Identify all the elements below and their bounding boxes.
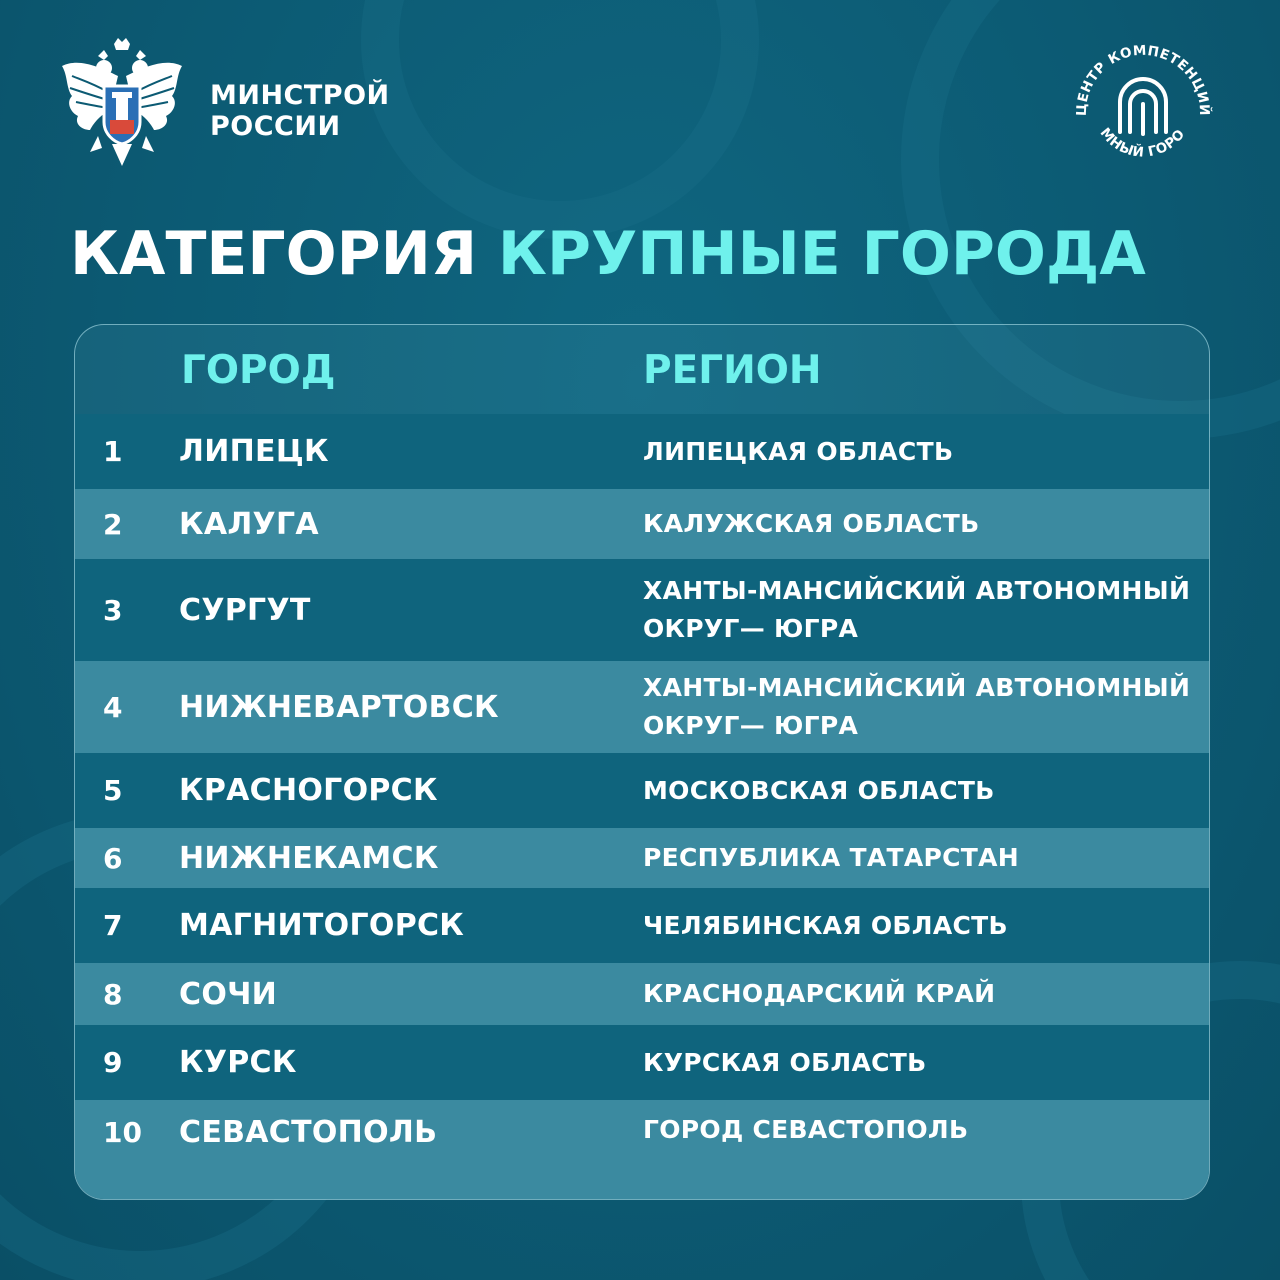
header-city: ГОРОД: [181, 348, 336, 393]
row-number: 3: [103, 593, 123, 627]
row-city: ЛИПЕЦК: [179, 434, 329, 469]
logo-arc-bottom-text: МНЫЙ ГОРО: [1096, 124, 1189, 161]
row-region: [643, 661, 1203, 753]
table-row: [75, 753, 1210, 828]
row-city: КУРСК: [179, 1045, 297, 1080]
row-number: 4: [103, 690, 123, 724]
page-title: [70, 214, 1146, 294]
row-region: РЕСПУБЛИКА ТАТАРСТАН: [643, 843, 1019, 872]
row-city: НИЖНЕВАРТОВСК: [179, 689, 499, 725]
ministry-name: [210, 80, 390, 142]
row-region-line2: ОКРУГ— ЮГРА: [643, 711, 859, 740]
row-number: 10: [103, 1115, 142, 1149]
row-city: СУРГУТ: [179, 592, 311, 628]
row-number: 5: [103, 774, 123, 807]
row-city: НИЖНЕКАМСК: [179, 840, 439, 876]
row-region: ГОРОД СЕВАСТОПОЛЬ: [643, 1115, 969, 1144]
cities-table: [74, 324, 1210, 1200]
fingerprint-icon: [1120, 79, 1166, 134]
table-header: [75, 325, 1209, 414]
table-row: [75, 414, 1210, 489]
ministry-name-line2: РОССИИ: [210, 111, 341, 142]
row-region: МОСКОВСКАЯ ОБЛАСТЬ: [643, 775, 995, 805]
row-city: КРАСНОГОРСК: [179, 773, 438, 808]
table-row: [75, 1100, 1210, 1200]
row-region: ЛИПЕЦКАЯ ОБЛАСТЬ: [643, 436, 954, 466]
row-number: 8: [103, 977, 123, 1011]
table-row: [75, 661, 1210, 753]
row-number: 7: [103, 909, 123, 942]
row-city: СЕВАСТОПОЛЬ: [179, 1114, 438, 1150]
row-region: КАЛУЖСКАЯ ОБЛАСТЬ: [643, 509, 980, 538]
row-number: 2: [103, 507, 123, 541]
row-city: КАЛУГА: [179, 506, 319, 542]
row-region: ЧЕЛЯБИНСКАЯ ОБЛАСТЬ: [643, 910, 1008, 940]
row-region: КУРСКАЯ ОБЛАСТЬ: [643, 1047, 927, 1077]
ministry-branding: [58, 36, 418, 171]
table-row: [75, 963, 1210, 1025]
row-number: 6: [103, 841, 123, 875]
competence-center-logo: [1068, 32, 1218, 182]
title-accent: КРУПНЫЕ ГОРОДА: [497, 219, 1146, 289]
table-row: [75, 489, 1210, 559]
row-region-line2: ОКРУГ— ЮГРА: [643, 614, 859, 643]
row-region: КРАСНОДАРСКИЙ КРАЙ: [643, 979, 996, 1008]
row-number: 1: [103, 435, 123, 468]
header-region: РЕГИОН: [643, 348, 822, 393]
row-region: [643, 559, 1203, 661]
logo-arc-top-text: ЦЕНТР КОМПЕТЕНЦИЙ: [1073, 42, 1213, 117]
row-city: СОЧИ: [179, 976, 278, 1012]
row-number: 9: [103, 1046, 123, 1079]
table-row: [75, 888, 1210, 963]
table-row: [75, 559, 1210, 661]
row-region-line1: ХАНТЫ-МАНСИЙСКИЙ АВТОНОМНЫЙ: [643, 673, 1191, 702]
title-prefix: КАТЕГОРИЯ: [70, 219, 478, 289]
table-row: [75, 1025, 1210, 1100]
double-headed-eagle-emblem-icon: [58, 36, 186, 171]
row-city: МАГНИТОГОРСК: [179, 908, 465, 943]
ministry-name-line1: МИНСТРОЙ: [210, 80, 390, 111]
row-region-line1: ХАНТЫ-МАНСИЙСКИЙ АВТОНОМНЫЙ: [643, 576, 1191, 605]
table-row: [75, 828, 1210, 888]
fingerprint-logo-icon: [1068, 32, 1218, 182]
